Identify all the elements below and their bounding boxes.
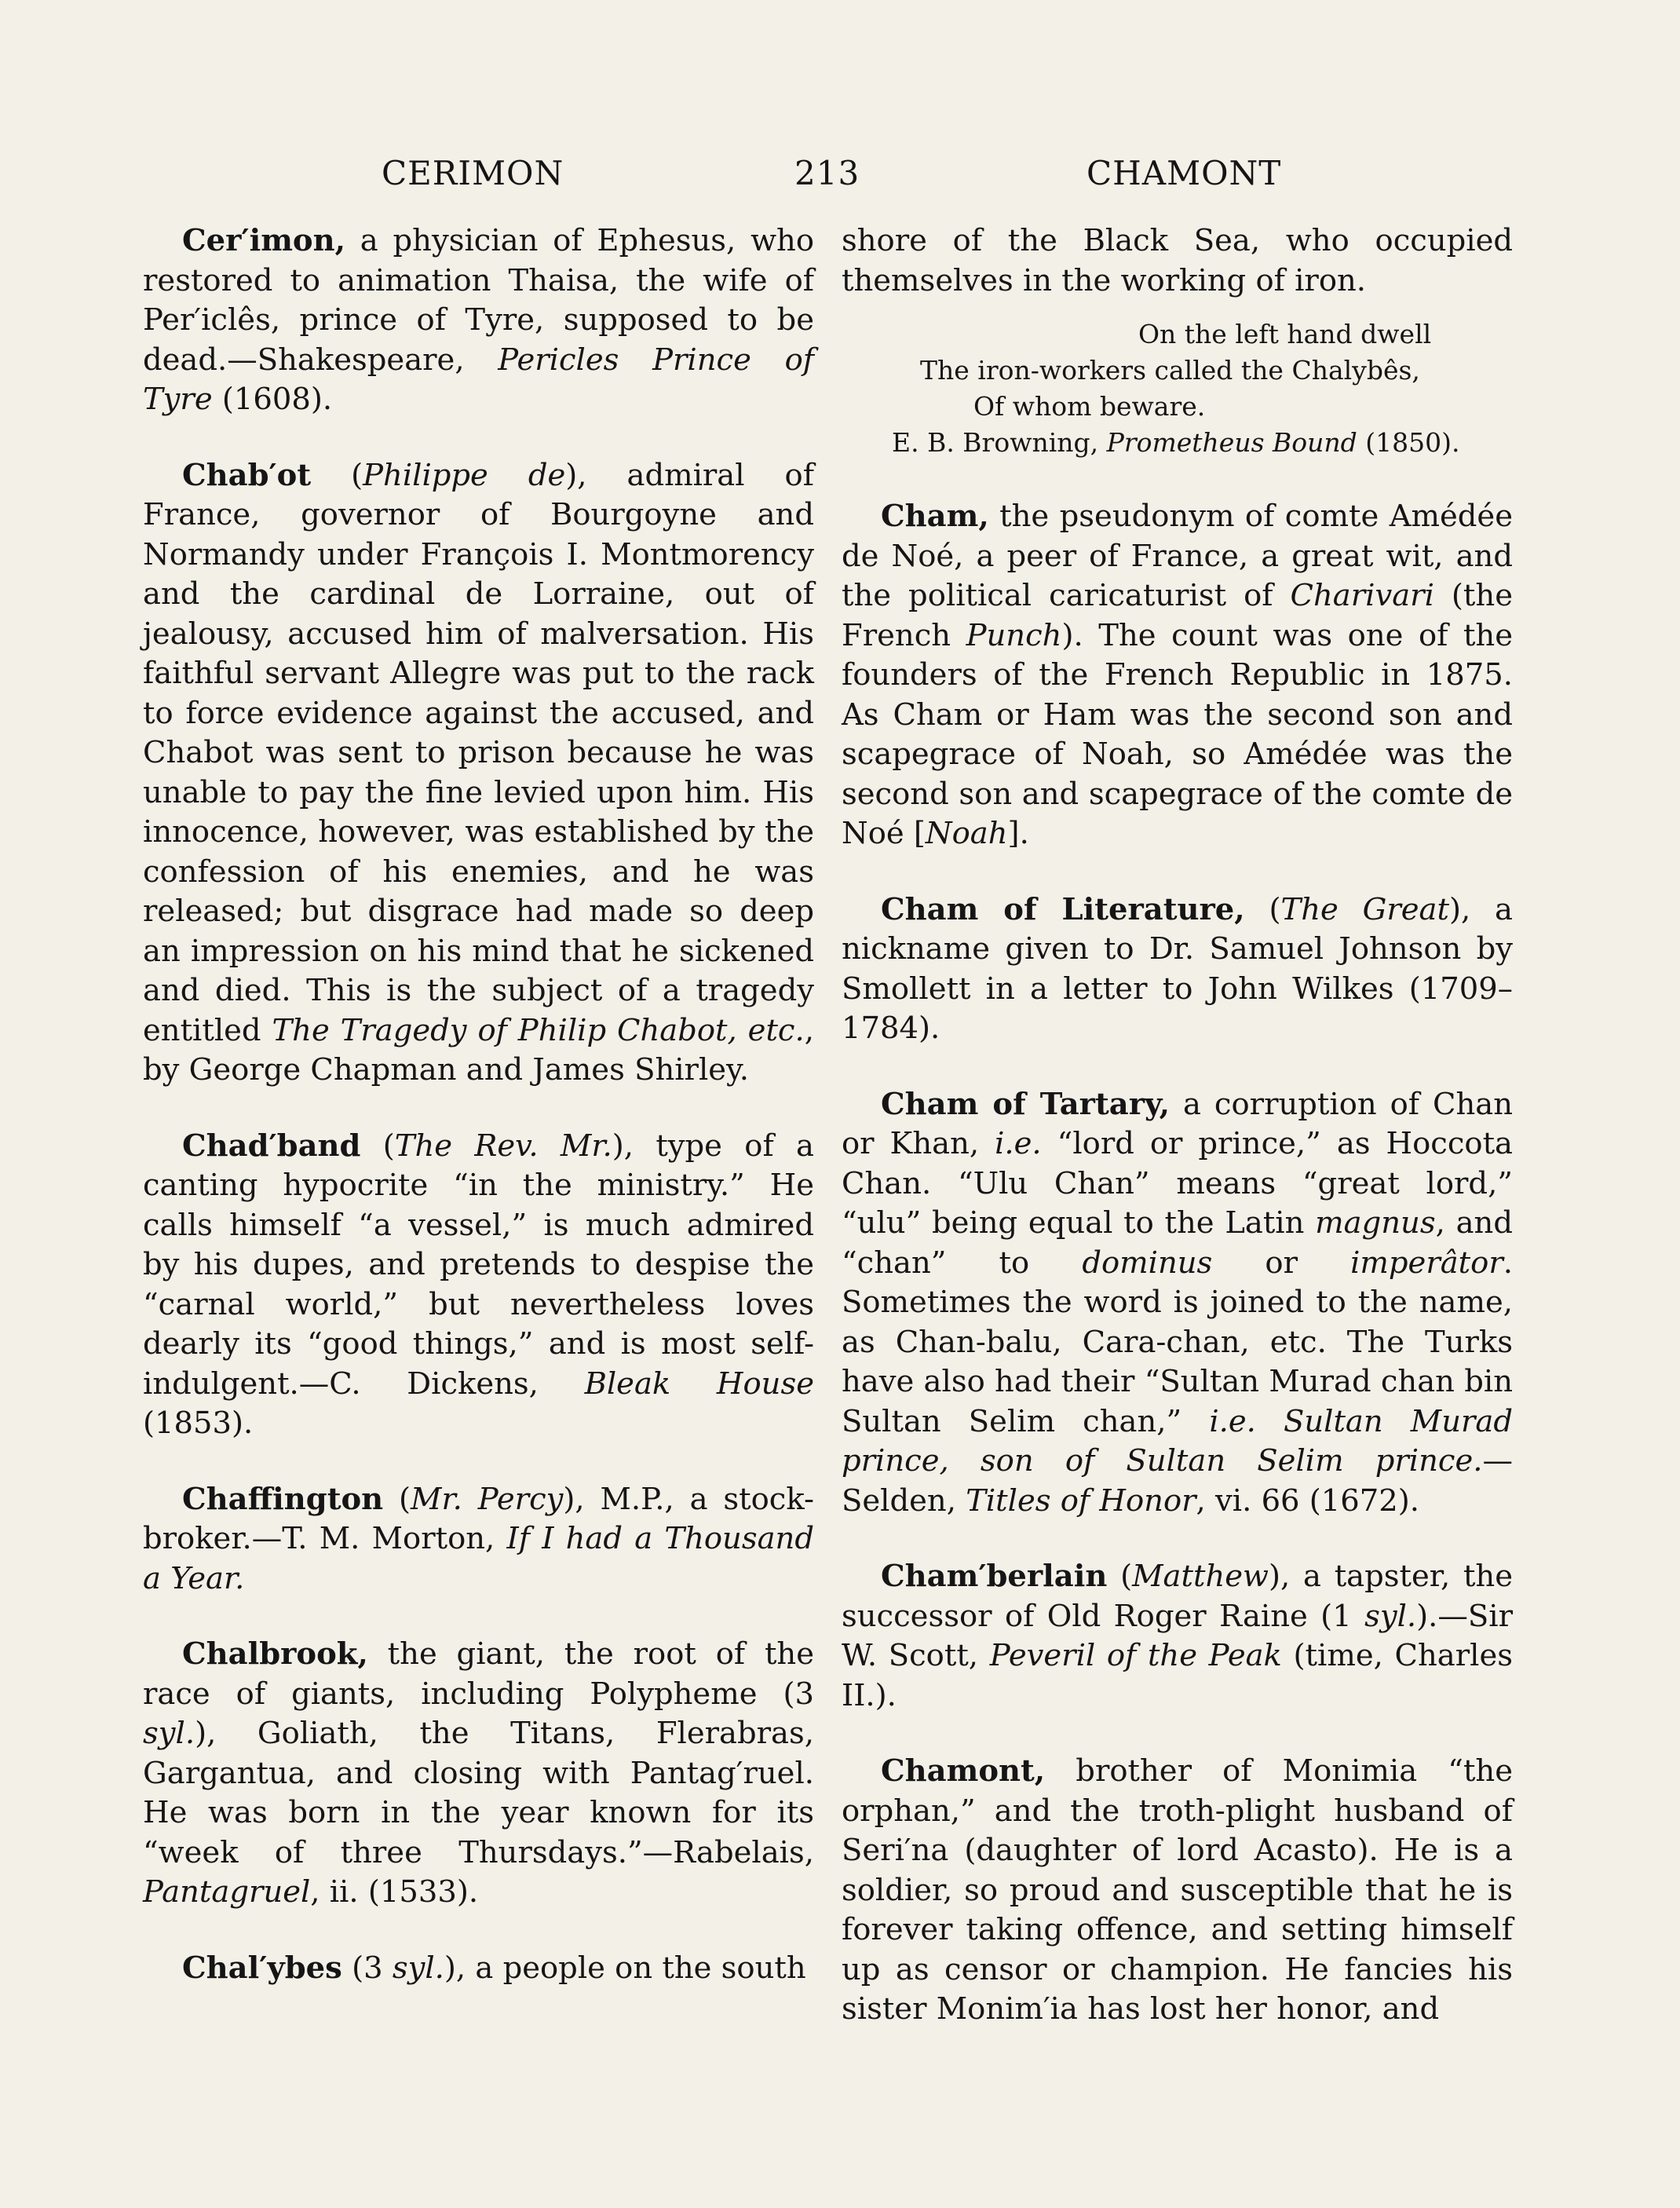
entry-chabot: Chab′ot (Philippe de), admiral of France, governor of Bourgoyne and Normandy under François I. Montmorency and the cardinal de Lorraine, out of jealousy, accused him of malversation. His faithful servant Allegre was put to the rack to force evidence against the accused, and Chabot was sent to prison because he was unable to pay the fine levied upon him. His innocence, however, was established by the confession of his enemies, and he was released; but disgrace had made so deep an impression on his mind that he sickened and died. This is the subject of a tragedy entitled The Tragedy of Philip Chabot, etc., by George Chapman and James Shirley. [143,457,814,1088]
headword: Cham of Tartary, [881,1086,1171,1122]
headword: Chal′ybes [182,1950,342,1986]
quote-line: Of whom beware. [973,391,1206,422]
entry-chamberlain: Cham′berlain (Matthew), a tapster, the successor of Old Roger Raine (1 syl.).—Sir W. Scott, Peveril of the Peak (time, Charles II.). [842,1559,1513,1713]
headword: Chamont, [881,1753,1046,1789]
entry-cham: Cham, the pseudonym of comte Amédée de Noé, a peer of France, a great wit, and the political caricaturist of Charivari (the French Punch). The count was one of the founders of the French Republic in 1875. As Cham or Ham was the second son and scapegrace of Noah, so Amédée was the second son and scapegrace of the comte de Noé [Noah]. [842,499,1513,851]
entry-cerimon: Cer′imon, a physician of Ephesus, who restored to animation Thaisa, the wife of Per′iclês, prince of Tyre, supposed to be dead.—Shakespeare, Pericles Prince of Tyre (1608). [143,223,815,417]
work-title: Prometheus Bound [1106,427,1357,458]
headword: Chalbrook, [182,1636,368,1672]
entry-chalbrook: Chalbrook, the giant, the root of the race of giants, including Polypheme (3 syl.), Goliath, the Titans, Flerabras, Gargantua, and closing with Pantag′ruel. He was born in the year known for its “week of three Thursdays.”—Rabelais, Pantagruel, ii. (1533). [143,1636,814,1910]
headword: Cham′berlain [881,1559,1108,1594]
entry-cham-of-literature: Cham of Literature, (The Great), a nickname given to Dr. Samuel Johnson by Smollett in a letter to John Wilkes (1709–1784). [842,891,1514,1046]
headword: Cham of Literature, [881,891,1245,927]
quote-line: On the left hand dwell [1138,319,1432,349]
entry-chalybes-continued: shore of the Black Sea, who occupied themselves in the working of iron. [842,223,1513,298]
running-header [0,154,1680,201]
work-title: The Tragedy of Philip Chabot, etc. [272,1012,805,1048]
headword: Chab′ot [182,457,312,493]
left-column [143,221,814,2024]
headword: Chaffington [182,1481,384,1517]
work-title: Pantagruel [143,1874,311,1910]
entry-chalybes: Chal′ybes (3 syl.), a people on the south [182,1950,806,1986]
entry-chamont: Chamont, brother of Monimia “the orphan,” and the troth-plight husband of Seri′na (daughter of lord Acasto). He is a soldier, so proud and susceptible that he is forever taking offence, and setting himself up as censor or champion. He fancies his sister Monim′ia has lost her honor, and [842,1753,1513,2027]
header-right-word: CHAMONT [1087,154,1282,192]
entry-cham-of-tartary: Cham of Tartary, a corruption of Chan or Khan, i.e. “lord or prince,” as Hoccota Chan. “Ulu Chan” means “great lord,” “ulu” being equal to the Latin magnus, and “chan” to dominus or imperâtor. Sometimes the word is joined to the name, as Chan-balu, Cara-chan, etc. The Turks have also had their “Sultan Murad chan bin Sultan Selim chan,” i.e. Sultan Murad prince, son of Sultan Selim prince.—Selden, Titles of Honor, vi. 66 (1672). [842,1086,1513,1519]
work-title: Peveril of the Peak [989,1638,1282,1673]
right-column [842,221,1513,2066]
headword: Chad′band [182,1128,361,1164]
entry-chadband: Chad′band (The Rev. Mr.), type of a canting hypocrite “in the ministry.” He calls himself “a vessel,” is much admired by his dupes, and pretends to despise the “carnal world,” but nevertheless loves dearly its “good things,” and is most self-indulgent.—C. Dickens, Bleak House (1853). [143,1128,814,1441]
work-title: If I had a Thousand a Year. [143,1521,814,1596]
verse-quotation [842,316,1513,461]
headword: Cham, [881,499,989,534]
quote-attribution: E. B. Browning, Prometheus Bound (1850). [892,427,1460,458]
work-title: Bleak House [584,1365,814,1402]
work-title: Pericles Prince of Tyre [143,342,815,417]
page-number: 213 [794,154,860,192]
entry-chaffington: Chaffington (Mr. Percy), M.P., a stock-broker.—T. M. Morton, If I had a Thousand a Year. [143,1481,815,1596]
header-left-word: CERIMON [382,154,564,192]
work-title: Titles of Honor [966,1482,1196,1519]
headword: Cer′imon, [182,223,346,258]
quote-line: The iron-workers called the Chalybês, [920,355,1420,386]
